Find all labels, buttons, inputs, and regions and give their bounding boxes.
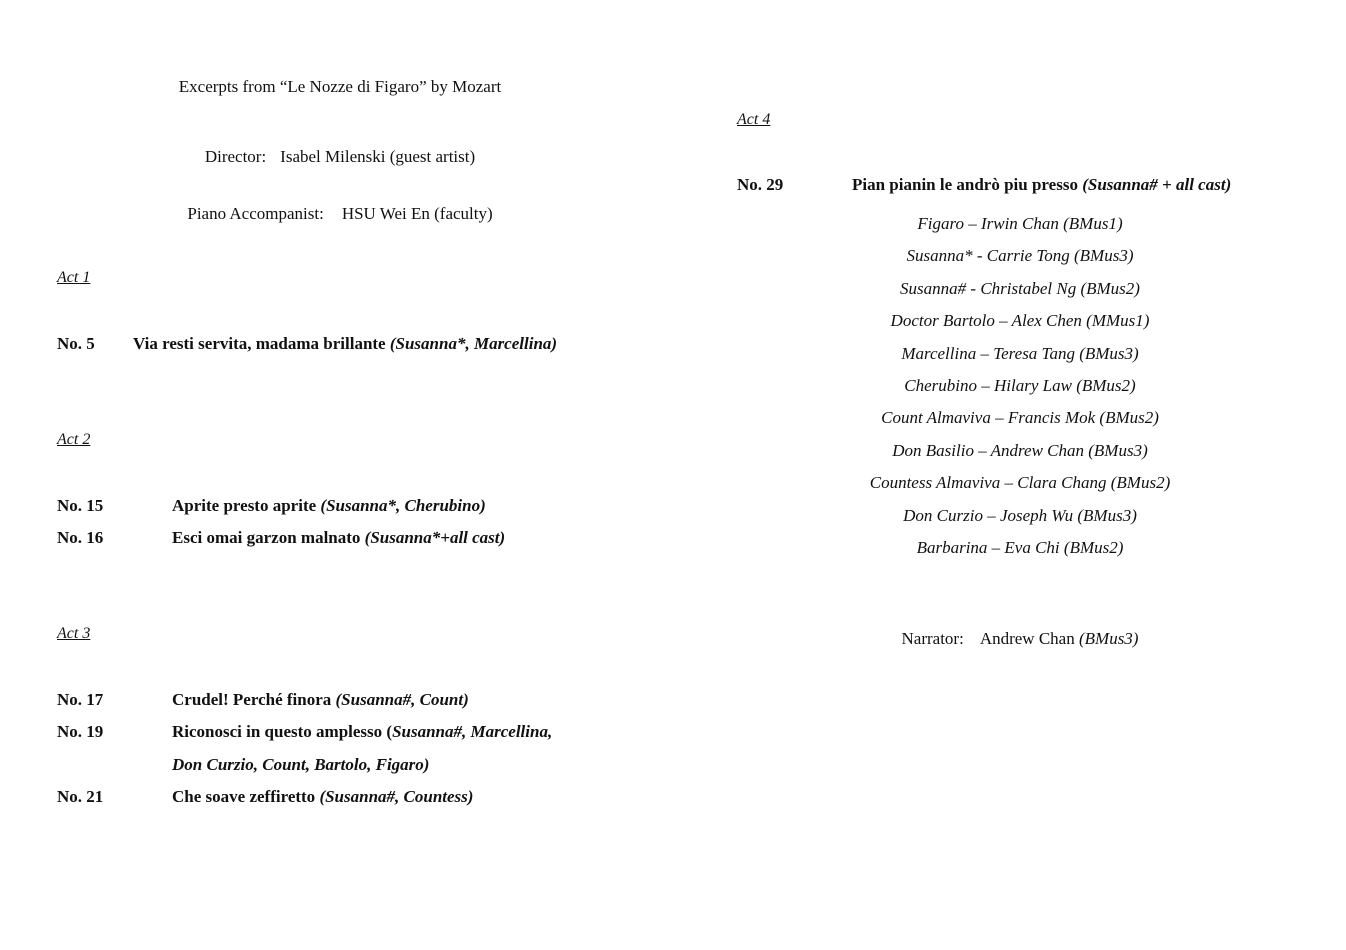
act2-item2 (172, 528, 505, 548)
cast-member: Count Almaviva – Francis Mok (BMus2) (881, 408, 1159, 428)
act4-item (852, 175, 1231, 195)
cast-member: Marcellina – Teresa Tang (BMus3) (901, 343, 1139, 363)
act3-item1-title: Crudel! Perché finora (172, 690, 332, 709)
narrator-line (820, 629, 1220, 649)
cast-member: Figaro – Irwin Chan (BMus1) (917, 214, 1123, 233)
director-label: Director: (204, 147, 267, 166)
narrator-name: Andrew Chan (979, 629, 1075, 648)
cast-member: Don Basilio – Andrew Chan (BMus3) (892, 440, 1148, 460)
piano-label: Piano Accompanist: (187, 204, 324, 223)
narrator-degree: (BMus3) (1078, 629, 1139, 648)
cast-member: Don Curzio – Joseph Wu (BMus3) (903, 505, 1137, 525)
act2-item2-cast: (Susanna*+all cast) (364, 528, 506, 547)
act4-item-no: No. 29 (737, 175, 784, 194)
act2-item1-title: Aprite presto aprite (172, 496, 317, 515)
act2-heading: Act 2 (57, 431, 91, 448)
act3-item1 (172, 690, 469, 710)
cast-member: Susanna# - Christabel Ng (BMus2) (900, 278, 1140, 298)
act3-item1-cast: (Susanna#, Count) (335, 690, 469, 709)
act2-item1 (172, 496, 486, 516)
cast-member: Doctor Bartolo – Alex Chen (MMus1) (890, 311, 1150, 331)
cast-member: Susanna* - Carrie Tong (BMus3) (906, 246, 1134, 266)
act3-item3 (172, 787, 473, 807)
act3-item3-title: Che soave zeffiretto (172, 787, 316, 806)
act3-item2-cast-cont: Don Curzio, Count, Bartolo, Figaro) (172, 755, 430, 774)
act1-heading: Act 1 (57, 269, 91, 286)
act3-item2-no: No. 19 (57, 722, 104, 741)
act1-item-title: Via resti servita, madama brillante (133, 334, 386, 353)
director-value: Isabel Milenski (guest artist) (280, 147, 476, 166)
director-line (0, 147, 680, 167)
act4-item-cast: (Susanna# + all cast) (1082, 175, 1232, 194)
act3-heading: Act 3 (57, 625, 91, 642)
act2-item1-no: No. 15 (57, 496, 104, 515)
act2-item2-title: Esci omai garzon malnato (172, 528, 361, 547)
act2-item1-cast: (Susanna*, Cherubino) (320, 496, 486, 515)
act1-item (133, 334, 557, 354)
act1-item-no: No. 5 (57, 334, 95, 353)
act3-item3-no: No. 21 (57, 787, 104, 806)
act4-item-title: Pian pianin le andrò piu presso (852, 175, 1078, 194)
act4-heading: Act 4 (737, 111, 771, 128)
piano-value: HSU Wei En (faculty) (341, 204, 493, 223)
cast-member: Cherubino – Hilary Law (BMus2) (904, 376, 1136, 396)
act2-item2-no: No. 16 (57, 528, 104, 547)
cast-list (820, 208, 1220, 564)
cast-member: Barbarina – Eva Chi (BMus2) (916, 538, 1124, 558)
act3-item2 (172, 722, 552, 742)
act3-item2-title: Riconosci in questo amplesso ( (172, 722, 393, 741)
narrator-label: Narrator: (901, 629, 964, 648)
act3-item1-no: No. 17 (57, 690, 104, 709)
program-title: Excerpts from “Le Nozze di Figaro” by Mozart (178, 77, 502, 96)
act1-item-cast: (Susanna*, Marcellina) (389, 334, 558, 353)
cast-member: Countess Almaviva – Clara Chang (BMus2) (869, 473, 1171, 493)
act3-item3-cast: (Susanna#, Countess) (319, 787, 474, 806)
piano-line (0, 204, 680, 224)
act3-item2-cast: Susanna#, Marcellina, (392, 722, 553, 741)
